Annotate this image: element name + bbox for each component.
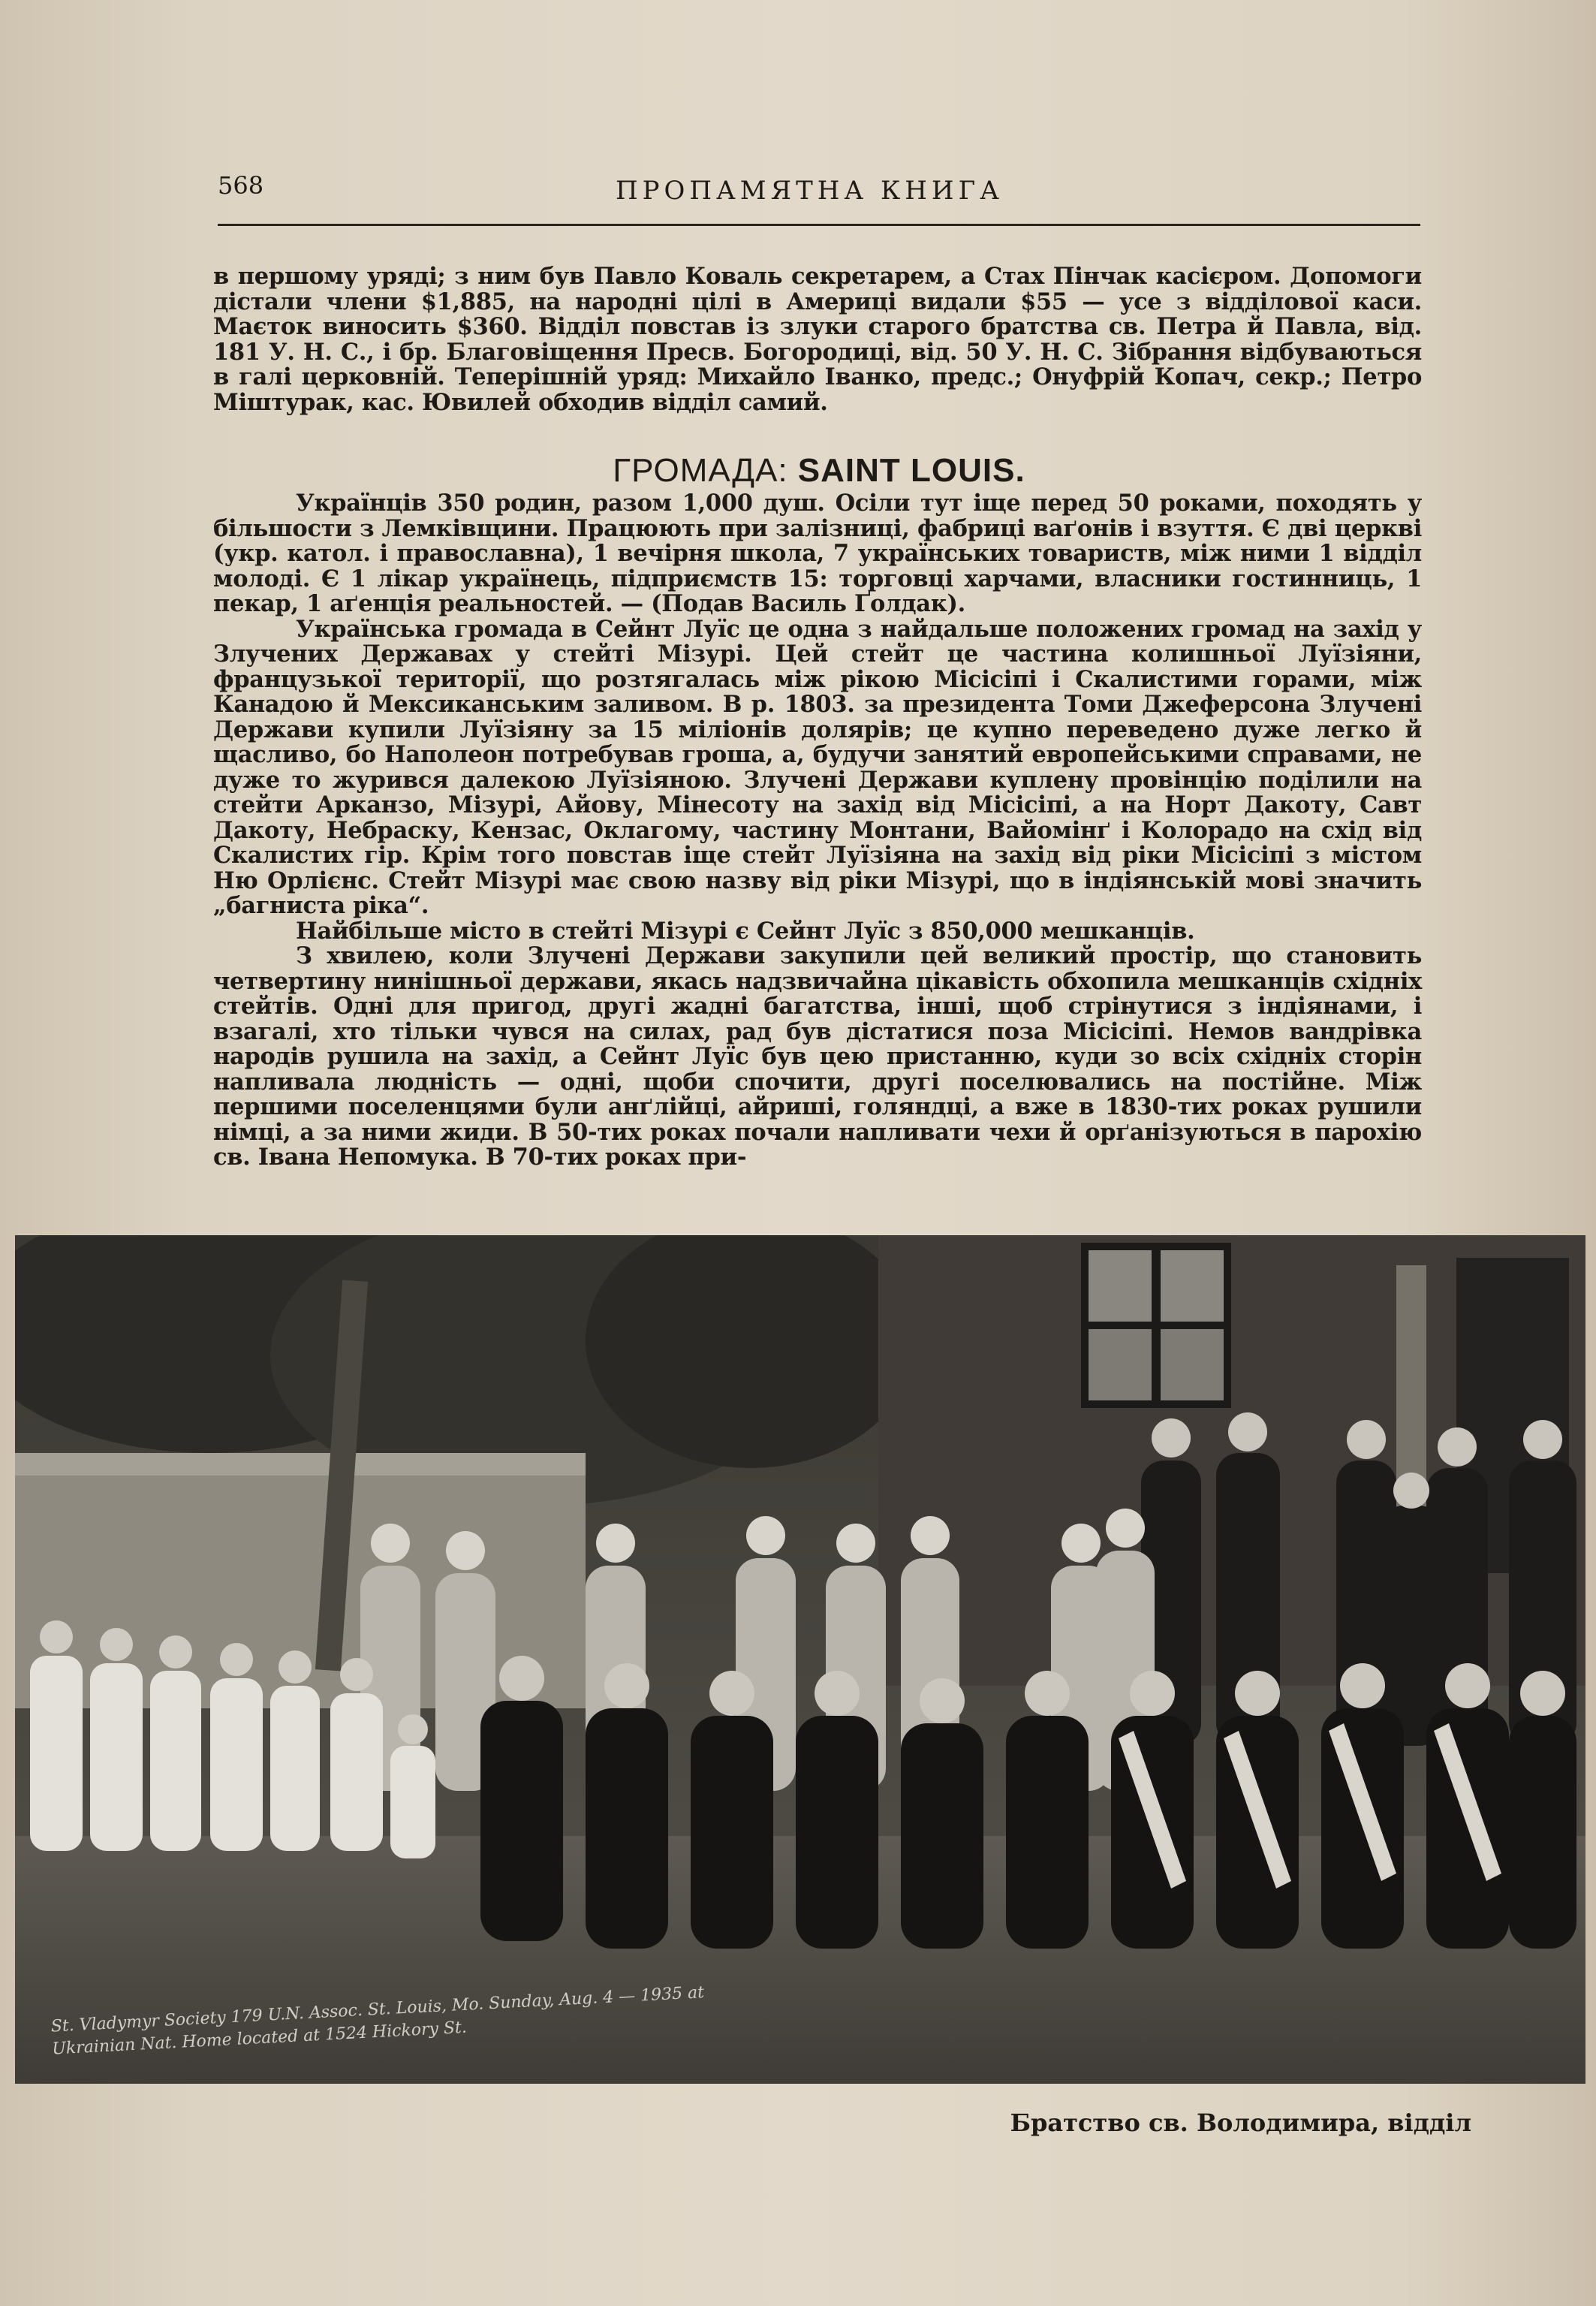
body-paragraph-1: Українців 350 родин, разом 1,000 душ. Осіли тут іще перед 50 роками, походять у більшости з Лемківщини. Працюють при залізниці, фабриці ваґонів і взуття. Є дві церкві (укр. катол. і православна), 1 вечірня школа, 7 українських товариств, між ними 1 відділ молоді. Є 1 лікар українець, підприємств 15: торговці харчами, власники гостинниць, 1 пекар, 1 аґенція реальностей. — (Подав Василь Ґолдак). [213, 490, 1422, 617]
intro-paragraph: в першому уряді; з ним був Павло Коваль секретарем, а Стах Пінчак касієром. Допомоги дістали члени $1,885, на народні цілі в Америці видали $55 — усе з відділової каси. Маєток виносить $360. Відділ повстав із злуки старого братства св. Петра й Павла, від. 181 У. Н. С., і бр. Благовіщення Пресв. Богородиці, від. 50 У. Н. С. Зібрання відбуваються в галі церковній. Теперішній уряд: Михайло Іванко, предс.; Онуфрій Копач, секр.; Петро Міштурак, кас. Ювилей обходив відділ самий. [213, 263, 1422, 416]
body-paragraph-4: З хвилею, коли Злучені Держави закупили цей великий простір, що становить четвертину нинішньої держави, якась надзвичайна цікавість обхопила мешканців східніх стейтів. Одні для пригод, другі жадні багатства, інші, щоб стрінутися з індіянами, і взагалі, хто тільки чувся на силах, рад був дістатися поза Місісіпі. Немов вандрівка народів рушила на захід, а Сейнт Луїс був цею пристанню, куди зо всіх східніх сторін напливала людність — одні, щоби спочити, другі поселювались на постійне. Між першими поселенцями були анґлійці, айриші, голяндці, а вже в 1830-тих роках рушили німці, а за ними жиди. В 50-тих роках почали напливати чехи й орґанізуються в парохію св. Івана Непомука. В 70-тих роках при- [213, 942, 1422, 1171]
photo-caption: Братство св. Володимира, відділ [1010, 2109, 1471, 2137]
photo-handwritten-inscription: St. Vladymyr Society 179 U.N. Assoc. St. Louis, Mo. Sunday, Aug. 4 — 1935 at Ukrainian Nat. Home located at 1524 Hickory St. [50, 1983, 705, 2059]
section-body [213, 491, 1422, 1171]
group-photo-image [15, 1235, 1585, 2084]
section-title [218, 452, 1420, 490]
group-photograph [15, 1235, 1585, 2084]
body-paragraph-2: Українська громада в Сейнт Луїс це одна з найдальше положених громад на захід у Злучених Державах у стейті Мізурі. Цей стейт це частина колишньої Луїзіяни, французької території, що розтягалась між рікою Місісіпі і Скалистими горами, між Канадою й Мексиканським заливом. В р. 1803. за президента Томи Джеферсона Злучені Держави купили Луїзіяну за 15 міліонів долярів; це купно переведено дуже легко й щасливо, бо Наполеон потребував гроша, а, будучи занятий европейськими справами, не дуже то журився далекою Луїзіяною. Злучені Держави куплену провінцію поділили на стейти Арканзо, Мізурі, Айову, Мінесоту на захід від Місісіпі, а на Норт Дакоту, Савт Дакоту, Небраску, Кензас, Оклагому, частину Монтани, Вайомінґ і Колорадо на схід від Скалистих гір. Крім того повстав іще стейт Луїзіяна на захід від ріки Місісіпі з містом Ню Орлієнс. Стейт Мізурі має свою назву від ріки Мізурі, що в індіянській мові значить „багниста ріка“. [213, 615, 1422, 919]
page-number: 568 [218, 171, 264, 200]
body-paragraph-3: Найбільше місто в стейті Мізурі є Сейнт Луїс з 850,000 мешканців. [296, 917, 1195, 945]
section-title-prefix: ГРОМАДА: [613, 452, 788, 489]
running-title: ПРОПАМЯТНА КНИГА [616, 176, 1004, 206]
page-header [218, 171, 1420, 226]
section-title-place: SAINT LOUIS. [797, 452, 1025, 489]
